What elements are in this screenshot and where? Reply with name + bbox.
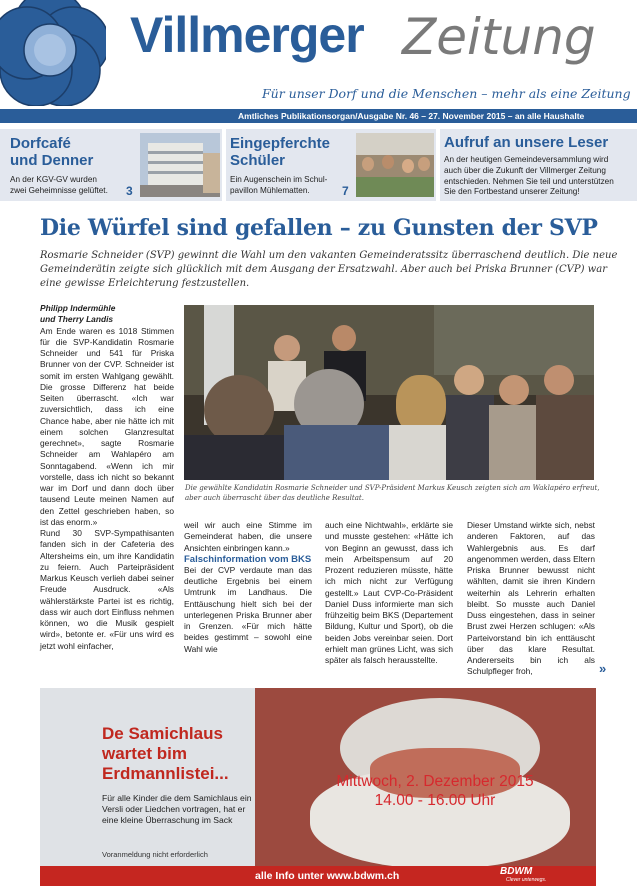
rosette-logo-icon <box>0 0 106 106</box>
article-headline: Die Würfel sind gefallen – zu Gunsten der SVP <box>40 215 598 241</box>
ad-brand: BDWM <box>500 866 533 877</box>
classroom-photo <box>356 133 434 197</box>
teaser-page-number: 3 <box>126 184 133 198</box>
ad-note: Voranmeldung nicht erforderlich <box>102 850 208 859</box>
samichlaus-ad[interactable] <box>40 688 596 886</box>
ad-date: Mittwoch, 2. Dezember 2015 14.00 - 16.00 Uhr <box>336 773 534 809</box>
article-column-1 <box>40 303 174 652</box>
article-column-3 <box>325 520 453 666</box>
teaser-text: An der heutigen Gemeindeversammlung wird auch über die Zukunft der Villmerger Zeitung entschieden. Nehmen Sie teil und unterstützen Sie den Fortbestand unserer Zeitung! <box>444 155 614 197</box>
article-paragraph: auch eine Nichtwahl», erklärte sie und musste gestehen: «Hätte ich von Beginn an gewusst, dass ich mein Arbeitspensum auf 20 Prozent reduzieren müsste, hätte ich mich nicht zur Verfügung gestellt.» Laut CVP-Co-Präsident Daniel Duss informierte man sich frühzeitig beim BKS (Departement Bildung, Kultur und Sport), ob die beiden Jobs vereinbar seien. Dort erhielt man grünes Licht, was sich später als falsch herausstellte. <box>325 520 453 665</box>
article-subhead: Falschinformation vom BKS <box>184 553 312 565</box>
building-photo <box>140 133 220 197</box>
teaser-title: Aufruf an unsere Leser <box>444 134 609 151</box>
continue-mark: » <box>599 661 607 676</box>
article-paragraph: Bei der CVP verdaute man das deutliche Ergebnis bei einem Umtrunk im Landhaus. Die Enttäuschung hielt sich bei der unterlegenen Priska Brunner aber in Grenzen. «Für mich hätte beides gestimmt – sowohl eine Wahl wie <box>184 564 312 654</box>
ad-headline: De Samichlaus wartet bim Erdmannlistei... <box>102 724 229 783</box>
article-paragraph: Rund 30 SVP-Sympathisanten fanden sich in der Cafeteria des Altersheims ein, um ihre Kandidatin zu feiern. Auch Parteipräsident Markus Keusch verlieh dabei seiner Freude Ausdruck. «Als wählerstärkste Partei ist es richtig, dass wir auch dort Einfluss nehmen können, wo die Musik gespielt wird», betonte er. «Für uns wird es jetzt wohl einfacher, <box>40 528 174 651</box>
masthead-title: Villmerger <box>130 7 364 63</box>
author-byline: Philipp Indermühle <box>40 303 116 313</box>
article-photo <box>184 305 594 480</box>
ad-body: Für alle Kinder die dem Samichlaus ein Versli oder Liedchen vortragen, hat er eine kleine Überraschung im Sack <box>102 793 252 825</box>
article-column-4 <box>467 520 595 678</box>
photo-caption: Die gewählte Kandidatin Rosmarie Schneider und SVP-Präsident Markus Keusch zeigten sich am Waklapéro erfreut, aber auch überrascht über das deutliche Resultat. <box>185 484 600 502</box>
issue-bar: Amtliches Publikationsorgan/Ausgabe Nr. 46 – 27. November 2015 – an alle Haushalte <box>0 109 637 123</box>
article-paragraph: Am Ende waren es 1018 Stimmen für die SVP-Kandidatin Rosmarie Schneider und 541 für Priska Brunner von der CVP. Schneider ist somit im ersten Wahlgang gewählt. Die grosse Differenz hat beide Seiten überrascht. «Ich war zuversichtlich, dass ich eine Chance habe, aber nie hätte ich mit einem solchen Glanzresultat gerechnet», sagte Rosmarie Schneider am Wahlapéro am Sonntagabend. «Wenn ich mir vorstelle, dass ich nicht so bekannt war im Dorf und dann doch über tausend Leute meinen Namen auf den Zettel geschrieben haben, so ist das enorm.» <box>40 325 174 527</box>
teaser-title: Dorfcafé und Denner <box>10 135 94 169</box>
masthead-title-2: Zeitung <box>402 8 596 66</box>
article-paragraph: Dieser Umstand wirkte sich, nebst anderen Faktoren, auf das Wahlergebnis aus. Es darf angenommen werden, dass Eltern Priska Brunner bewusst nicht wählten, damit sie ihren Kindern weiterhin als Lehrerin erhalten bleibt. So musste auch Daniel Duss eingestehen, dass in seiner Brust zwei Herzen schlugen: «Als Parteivorstand bin ich enttäuscht über das klare Resultat. Andererseits bin ich als Schulpfleger froh, <box>467 520 595 677</box>
teaser-title: Eingepferchte Schüler <box>230 135 331 169</box>
article-lead: Rosmarie Schneider (SVP) gewinnt die Wahl um den vakanten Gemeinderatssitz überraschend deutlich. Die neue Gemeinderätin zeigte sich glücklich mit dem Ausgang der Ersatzwahl. Aber auch bei Priska Brunner (CVP) war eine gewisse Erleichterung festzustellen. <box>40 250 618 289</box>
teaser-dorfcafe[interactable] <box>0 129 222 201</box>
teaser-page-number: 7 <box>342 184 349 198</box>
teaser-text: An der KGV-GV wurden zwei Geheimnisse gelüftet. <box>10 175 108 195</box>
article-column-2 <box>184 520 312 655</box>
teaser-schueler[interactable] <box>226 129 436 201</box>
ad-brand-tagline: Clever unterwegs. <box>506 877 547 883</box>
ad-footer-link[interactable]: alle Info unter www.bdwm.ch <box>40 866 596 886</box>
author-byline: und Therry Landis <box>40 314 114 325</box>
teaser-aufruf[interactable] <box>440 129 637 201</box>
article-paragraph: weil wir auch eine Stimme im Gemeinderat haben, die unsere Ansichten einbringen kann.» <box>184 520 312 553</box>
teaser-text: Ein Augenschein im Schul- pavillon Mühlematten. <box>230 175 328 195</box>
masthead-slogan: Für unser Dorf und die Menschen – mehr als eine Zeitung <box>262 86 631 101</box>
